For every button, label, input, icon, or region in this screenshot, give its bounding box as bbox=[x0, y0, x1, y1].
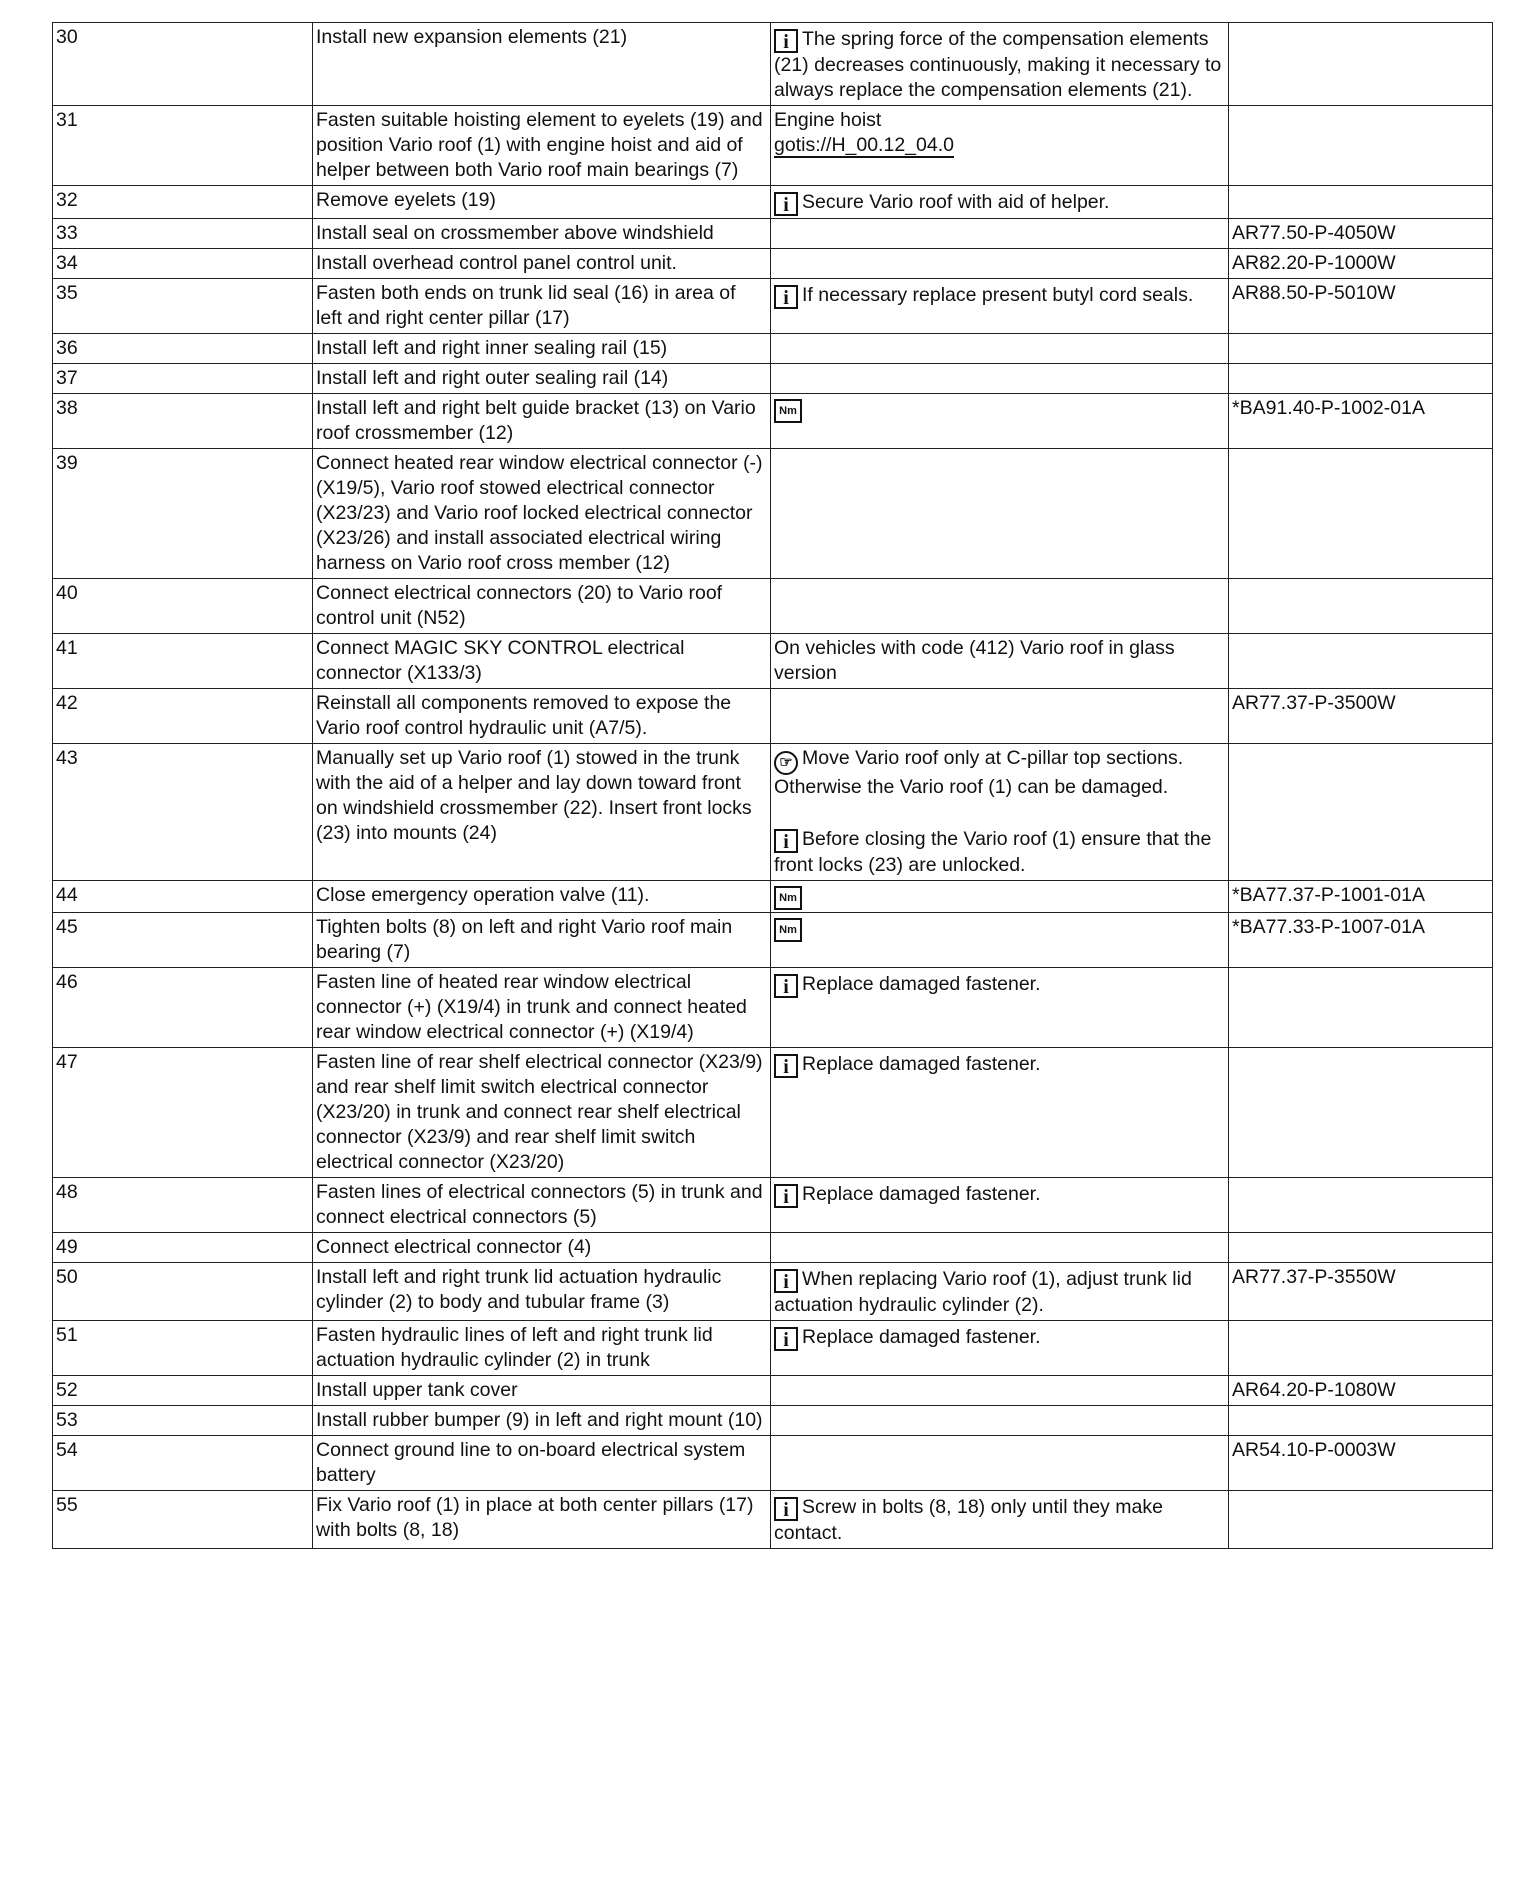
step-notes-cell bbox=[771, 219, 1229, 249]
note-text: If necessary replace present butyl cord seals. bbox=[802, 284, 1194, 306]
reference-cell: *BA77.33-P-1007-01A bbox=[1229, 913, 1493, 968]
step-action-cell: Close emergency operation valve (11). bbox=[313, 881, 771, 913]
table-row bbox=[53, 1178, 1493, 1233]
step-notes-cell bbox=[771, 106, 1229, 186]
step-number-cell: 47 bbox=[53, 1048, 313, 1178]
reference-cell bbox=[1229, 634, 1493, 689]
step-notes-cell bbox=[771, 1178, 1229, 1233]
note-text: The spring force of the compensation elements (21) decreases continuously, making it necessary to always replace the compensation elements (21). bbox=[774, 28, 1222, 101]
step-action-cell: Fasten lines of electrical connectors (5) in trunk and connect electrical connectors (5) bbox=[313, 1178, 771, 1233]
step-number-cell: 43 bbox=[53, 744, 313, 881]
step-number-cell: 40 bbox=[53, 579, 313, 634]
step-number-cell: 46 bbox=[53, 968, 313, 1048]
table-row bbox=[53, 219, 1493, 249]
step-notes-cell bbox=[771, 394, 1229, 449]
note bbox=[774, 108, 1224, 158]
note bbox=[774, 1180, 1224, 1208]
step-action-cell: Fasten line of rear shelf electrical connector (X23/9) and rear shelf limit switch electrical connector (X23/20) in trunk and connect rear shelf electrical connector (X23/9) and rear shelf limit switch electrical connector (X23/20) bbox=[313, 1048, 771, 1178]
step-number-cell: 33 bbox=[53, 219, 313, 249]
reference-cell bbox=[1229, 1321, 1493, 1376]
step-notes-cell bbox=[771, 968, 1229, 1048]
info-icon: i bbox=[774, 1327, 798, 1351]
reference-cell: AR77.37-P-3500W bbox=[1229, 689, 1493, 744]
table-row bbox=[53, 279, 1493, 334]
table-row bbox=[53, 1233, 1493, 1263]
table-row bbox=[53, 1048, 1493, 1178]
reference-cell bbox=[1229, 1233, 1493, 1263]
reference-cell bbox=[1229, 23, 1493, 106]
note bbox=[774, 1050, 1224, 1078]
torque-icon: Nm bbox=[774, 399, 802, 423]
step-number-cell: 41 bbox=[53, 634, 313, 689]
step-action-cell: Tighten bolts (8) on left and right Vario roof main bearing (7) bbox=[313, 913, 771, 968]
reference-cell: AR88.50-P-5010W bbox=[1229, 279, 1493, 334]
step-number-cell: 42 bbox=[53, 689, 313, 744]
step-notes-cell bbox=[771, 1436, 1229, 1491]
step-action-cell: Connect electrical connectors (20) to Vario roof control unit (N52) bbox=[313, 579, 771, 634]
reference-cell: AR54.10-P-0003W bbox=[1229, 1436, 1493, 1491]
reference-cell bbox=[1229, 334, 1493, 364]
step-number-cell: 30 bbox=[53, 23, 313, 106]
step-action-cell: Install left and right inner sealing rail (15) bbox=[313, 334, 771, 364]
step-number-cell: 37 bbox=[53, 364, 313, 394]
note bbox=[774, 1265, 1224, 1318]
reference-cell bbox=[1229, 579, 1493, 634]
step-number-cell: 53 bbox=[53, 1406, 313, 1436]
note bbox=[774, 883, 1224, 910]
table-row bbox=[53, 23, 1493, 106]
note-text: When replacing Vario roof (1), adjust trunk lid actuation hydraulic cylinder (2). bbox=[774, 1268, 1192, 1316]
reference-cell bbox=[1229, 968, 1493, 1048]
step-notes-cell bbox=[771, 689, 1229, 744]
note-text: Screw in bolts (8, 18) only until they make contact. bbox=[774, 1496, 1163, 1544]
note bbox=[774, 281, 1224, 309]
reference-cell: AR77.37-P-3550W bbox=[1229, 1263, 1493, 1321]
step-action-cell: Fasten line of heated rear window electrical connector (+) (X19/4) in trunk and connect heated rear window electrical connector (+) (X19/4) bbox=[313, 968, 771, 1048]
step-notes-cell bbox=[771, 186, 1229, 219]
step-notes-cell bbox=[771, 249, 1229, 279]
note-text: Replace damaged fastener. bbox=[802, 973, 1041, 995]
info-icon: i bbox=[774, 829, 798, 853]
table-row bbox=[53, 689, 1493, 744]
note-text: Replace damaged fastener. bbox=[802, 1183, 1041, 1205]
note bbox=[774, 1323, 1224, 1351]
step-notes-cell bbox=[771, 1233, 1229, 1263]
table-row bbox=[53, 1406, 1493, 1436]
gotis-link[interactable]: gotis://H_00.12_04.0 bbox=[774, 134, 954, 156]
note-text: On vehicles with code (412) Vario roof in glass version bbox=[774, 637, 1175, 684]
info-icon: i bbox=[774, 1054, 798, 1078]
step-number-cell: 44 bbox=[53, 881, 313, 913]
step-action-cell: Manually set up Vario roof (1) stowed in the trunk with the aid of a helper and lay down toward front on windshield crossmember (22). Insert front locks (23) into mounts (24) bbox=[313, 744, 771, 881]
step-action-cell: Install seal on crossmember above windshield bbox=[313, 219, 771, 249]
step-action-cell: Install overhead control panel control unit. bbox=[313, 249, 771, 279]
step-notes-cell bbox=[771, 1321, 1229, 1376]
step-action-cell: Install rubber bumper (9) in left and right mount (10) bbox=[313, 1406, 771, 1436]
info-icon: i bbox=[774, 1269, 798, 1293]
step-number-cell: 55 bbox=[53, 1491, 313, 1549]
table-row bbox=[53, 364, 1493, 394]
table-row bbox=[53, 394, 1493, 449]
step-action-cell: Install upper tank cover bbox=[313, 1376, 771, 1406]
step-notes-cell bbox=[771, 23, 1229, 106]
note bbox=[774, 188, 1224, 216]
info-icon: i bbox=[774, 285, 798, 309]
step-action-cell: Install left and right outer sealing rail (14) bbox=[313, 364, 771, 394]
step-action-cell: Fasten both ends on trunk lid seal (16) in area of left and right center pillar (17) bbox=[313, 279, 771, 334]
step-number-cell: 32 bbox=[53, 186, 313, 219]
note bbox=[774, 970, 1224, 998]
step-action-cell: Install left and right belt guide bracket (13) on Vario roof crossmember (12) bbox=[313, 394, 771, 449]
reference-cell bbox=[1229, 1178, 1493, 1233]
info-icon: i bbox=[774, 974, 798, 998]
table-row bbox=[53, 913, 1493, 968]
torque-icon: Nm bbox=[774, 886, 802, 910]
step-action-cell: Fasten suitable hoisting element to eyelets (19) and position Vario roof (1) with engine hoist and aid of helper between both Vario roof main bearings (7) bbox=[313, 106, 771, 186]
step-number-cell: 49 bbox=[53, 1233, 313, 1263]
step-number-cell: 31 bbox=[53, 106, 313, 186]
step-action-cell: Connect electrical connector (4) bbox=[313, 1233, 771, 1263]
note bbox=[774, 915, 1224, 942]
table-row bbox=[53, 1436, 1493, 1491]
reference-cell bbox=[1229, 1048, 1493, 1178]
reference-cell: *BA91.40-P-1002-01A bbox=[1229, 394, 1493, 449]
reference-cell: AR64.20-P-1080W bbox=[1229, 1376, 1493, 1406]
table-row bbox=[53, 881, 1493, 913]
note-text: Replace damaged fastener. bbox=[802, 1326, 1041, 1348]
reference-cell bbox=[1229, 364, 1493, 394]
step-notes-cell bbox=[771, 1263, 1229, 1321]
table-row bbox=[53, 1263, 1493, 1321]
step-notes-cell bbox=[771, 744, 1229, 881]
step-action-cell: Install new expansion elements (21) bbox=[313, 23, 771, 106]
step-number-cell: 51 bbox=[53, 1321, 313, 1376]
note-text: Before closing the Vario roof (1) ensure that the front locks (23) are unlocked. bbox=[774, 828, 1212, 876]
reference-cell bbox=[1229, 1491, 1493, 1549]
step-notes-cell bbox=[771, 364, 1229, 394]
step-action-cell: Install left and right trunk lid actuation hydraulic cylinder (2) to body and tubular frame (3) bbox=[313, 1263, 771, 1321]
table-row bbox=[53, 334, 1493, 364]
step-notes-cell bbox=[771, 334, 1229, 364]
step-number-cell: 34 bbox=[53, 249, 313, 279]
reference-cell bbox=[1229, 1406, 1493, 1436]
step-notes-cell bbox=[771, 913, 1229, 968]
step-notes-cell bbox=[771, 634, 1229, 689]
step-number-cell: 45 bbox=[53, 913, 313, 968]
table-row bbox=[53, 579, 1493, 634]
step-action-cell: Reinstall all components removed to expose the Vario roof control hydraulic unit (A7/5). bbox=[313, 689, 771, 744]
table-row bbox=[53, 1321, 1493, 1376]
note-text: Secure Vario roof with aid of helper. bbox=[802, 191, 1110, 213]
step-number-cell: 39 bbox=[53, 449, 313, 579]
table-row bbox=[53, 1491, 1493, 1549]
step-notes-cell bbox=[771, 881, 1229, 913]
note-text: Replace damaged fastener. bbox=[802, 1053, 1041, 1075]
table-row bbox=[53, 634, 1493, 689]
note bbox=[774, 25, 1224, 103]
reference-cell: AR77.50-P-4050W bbox=[1229, 219, 1493, 249]
torque-icon: Nm bbox=[774, 918, 802, 942]
step-action-cell: Remove eyelets (19) bbox=[313, 186, 771, 219]
caution-icon: ☞ bbox=[774, 751, 798, 775]
table-body bbox=[53, 23, 1493, 1549]
step-action-cell: Fasten hydraulic lines of left and right trunk lid actuation hydraulic cylinder (2) in trunk bbox=[313, 1321, 771, 1376]
step-notes-cell bbox=[771, 579, 1229, 634]
step-notes-cell bbox=[771, 449, 1229, 579]
step-notes-cell bbox=[771, 1376, 1229, 1406]
step-number-cell: 52 bbox=[53, 1376, 313, 1406]
note bbox=[774, 825, 1224, 878]
table-row bbox=[53, 1376, 1493, 1406]
info-icon: i bbox=[774, 1497, 798, 1521]
info-icon: i bbox=[774, 192, 798, 216]
table-row bbox=[53, 968, 1493, 1048]
step-number-cell: 36 bbox=[53, 334, 313, 364]
step-notes-cell bbox=[771, 1406, 1229, 1436]
reference-cell bbox=[1229, 186, 1493, 219]
table-row bbox=[53, 106, 1493, 186]
note bbox=[774, 636, 1224, 686]
step-action-cell: Connect ground line to on-board electrical system battery bbox=[313, 1436, 771, 1491]
reference-cell bbox=[1229, 449, 1493, 579]
reference-cell: AR82.20-P-1000W bbox=[1229, 249, 1493, 279]
note bbox=[774, 746, 1224, 800]
table-row bbox=[53, 744, 1493, 881]
note bbox=[774, 396, 1224, 423]
reference-cell bbox=[1229, 106, 1493, 186]
reference-cell: *BA77.37-P-1001-01A bbox=[1229, 881, 1493, 913]
note-text: Move Vario roof only at C-pillar top sections. Otherwise the Vario roof (1) can be damaged. bbox=[774, 747, 1184, 798]
note bbox=[774, 1493, 1224, 1546]
repair-steps-table bbox=[52, 22, 1493, 1549]
step-number-cell: 54 bbox=[53, 1436, 313, 1491]
step-number-cell: 50 bbox=[53, 1263, 313, 1321]
step-notes-cell bbox=[771, 1491, 1229, 1549]
table-row bbox=[53, 249, 1493, 279]
table-row bbox=[53, 186, 1493, 219]
info-icon: i bbox=[774, 29, 798, 53]
step-number-cell: 35 bbox=[53, 279, 313, 334]
step-action-cell: Fix Vario roof (1) in place at both center pillars (17) with bolts (8, 18) bbox=[313, 1491, 771, 1549]
step-action-cell: Connect heated rear window electrical connector (-) (X19/5), Vario roof stowed electrical connector (X23/23) and Vario roof locked electrical connector (X23/26) and install associated electrical wiring harness on Vario roof cross member (12) bbox=[313, 449, 771, 579]
table-row bbox=[53, 449, 1493, 579]
note-text: Engine hoist bbox=[774, 109, 882, 131]
step-action-cell: Connect MAGIC SKY CONTROL electrical connector (X133/3) bbox=[313, 634, 771, 689]
step-notes-cell bbox=[771, 1048, 1229, 1178]
step-notes-cell bbox=[771, 279, 1229, 334]
reference-cell bbox=[1229, 744, 1493, 881]
info-icon: i bbox=[774, 1184, 798, 1208]
step-number-cell: 38 bbox=[53, 394, 313, 449]
step-number-cell: 48 bbox=[53, 1178, 313, 1233]
